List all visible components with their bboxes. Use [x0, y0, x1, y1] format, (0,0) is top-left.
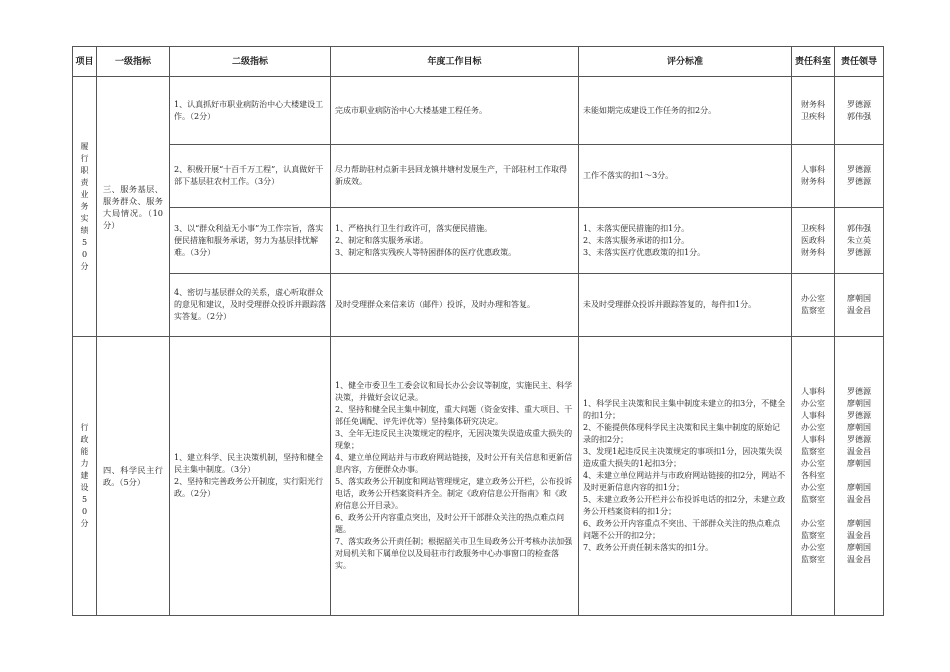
header-leader: 责任领导 — [835, 47, 884, 77]
section2-level1: 四、科学民主行政。（5分） — [97, 337, 170, 616]
row4-level2: 4、密切与基层群众的关系，虚心听取群众的意见和建议，及时受理群众投诉并跟踪落实答复。（2分） — [170, 274, 331, 337]
row2-level2: 2、积极开展“十百千万工程”，认真做好干部下基层驻农村工作。（3分） — [170, 145, 331, 208]
row3-level2: 3、以“群众利益无小事”为工作宗旨，落实便民措施和服务承诺，努力为基层排忧解难。（3分） — [170, 208, 331, 274]
row2-goal: 尽力帮助驻村点新丰县回龙镇井塘村发展生产，干部驻村工作取得新成效。 — [331, 145, 579, 208]
header-level2: 二级指标 — [170, 47, 331, 77]
row2-leader: 罗德源 罗德源 — [835, 145, 884, 208]
row1-criteria: 未能如期完成建设工作任务的扣2分。 — [579, 77, 792, 145]
section2-level2: 1、建立科学、民主决策机制，坚持和健全民主集中制度。（3分） 2、坚持和完善政务公开制度，实行阳光行政。（2分） — [170, 337, 331, 616]
section2-dept: 人事科 办公室 人事科 办公室 人事科 监察室 办公室 各科室 办公室 监察室 办公室 监察室 办公室 监察室 — [792, 337, 835, 616]
row1-leader: 罗德源 郭伟强 — [835, 77, 884, 145]
section2-criteria: 1、科学民主决策和民主集中制度未建立的扣3分，不健全的扣1分； 2、不能提供体现科学民主决策和民主集中制度的原始记录的扣2分； 3、发现1起违反民主决策规定的事项扣1分，因决策失误造成重大损失的1起扣3分； 4、未建立单位网站并与市政府网站链接的扣2分，网站不及时更新信息内容的扣1分； 5、未建立政务公开栏并公布投诉电话的扣2分，未建立政务公开档案资料的扣1分； 6、政务公开内容重点不突出、干部群众关注的热点难点问题不公开的扣2分； 7、政务公开责任制未落实的扣1分。 — [579, 337, 792, 616]
header-goal: 年度工作目标 — [331, 47, 579, 77]
row3-dept: 卫疾科 医政科 财务科 — [792, 208, 835, 274]
section2-goal: 1、健全市委卫生工委会议和局长办公会议等制度，实施民主、科学决策，并做好会议记录。 2、坚持和健全民主集中制度，重大问题（资金安排、重大项目、干部任免调配、评先评优等）坚持集体研究决定。 3、全年无违反民主决策规定的程序，无因决策失误造成重大损失的现象； 4、建立单位网站并与市政府网站链接，及时公开有关信息和更新信息内容，方便群众办事。 5、落实政务公开制度和网站管理规定，建立政务公开栏，公布投诉电话，政务公开档案资料齐全。制定《政府信息公开指南》和《政府信息公开目录》。 6、政务公开内容重点突出，及时公开干部群众关注的热点难点问题。 7、落实政务公开责任制；根据韶关市卫生局政务公开考核办法加强对局机关和下属单位以及局驻市行政服务中心办事窗口的检查落实。 — [331, 337, 579, 616]
section1-item: 履行职责业务实绩50分 — [73, 77, 97, 337]
header-dept: 责任科室 — [792, 47, 835, 77]
table-row — [73, 274, 884, 337]
section2-leader: 罗德源 廖朝国 罗德源 廖朝国 罗德源 温金昌 廖朝国 廖朝国 温金昌 廖朝国 温金昌 廖朝国 温金昌 — [835, 337, 884, 616]
table-row — [73, 77, 884, 145]
row2-criteria: 工作不落实的扣1～3分。 — [579, 145, 792, 208]
assessment-table — [72, 46, 884, 616]
row2-dept: 人事科 财务科 — [792, 145, 835, 208]
row4-dept: 办公室 监察室 — [792, 274, 835, 337]
row3-goal: 1、严格执行卫生行政许可，落实便民措施。 2、制定和落实服务承诺。 3、制定和落实残疾人等特困群体的医疗优惠政策。 — [331, 208, 579, 274]
header-level1: 一级指标 — [97, 47, 170, 77]
row4-leader: 廖朝国 温金昌 — [835, 274, 884, 337]
row3-criteria: 1、未落实便民措施的扣1分。 2、未落实服务承诺的扣1分。 3、未落实医疗优惠政策的扣1分。 — [579, 208, 792, 274]
row3-leader: 郭伟强 朱立英 罗德源 — [835, 208, 884, 274]
section2-item: 行政能力建设50分 — [73, 337, 97, 616]
row1-dept: 财务科 卫疾科 — [792, 77, 835, 145]
row4-goal: 及时受理群众来信来访（邮件）投诉，及时办理和答复。 — [331, 274, 579, 337]
section1-level1: 三、服务基层、服务群众、服务大局情况。（10分） — [97, 77, 170, 337]
row1-goal: 完成市职业病防治中心大楼基建工程任务。 — [331, 77, 579, 145]
header-criteria: 评分标准 — [579, 47, 792, 77]
table-row — [73, 208, 884, 274]
row1-level2: 1、认真抓好市职业病防治中心大楼建设工作。（2分） — [170, 77, 331, 145]
table-row — [73, 337, 884, 616]
header-row — [73, 47, 884, 77]
row4-criteria: 未及时受理群众投诉并跟踪答复的，每件扣1分。 — [579, 274, 792, 337]
table-row — [73, 145, 884, 208]
header-item: 项目 — [73, 47, 97, 77]
